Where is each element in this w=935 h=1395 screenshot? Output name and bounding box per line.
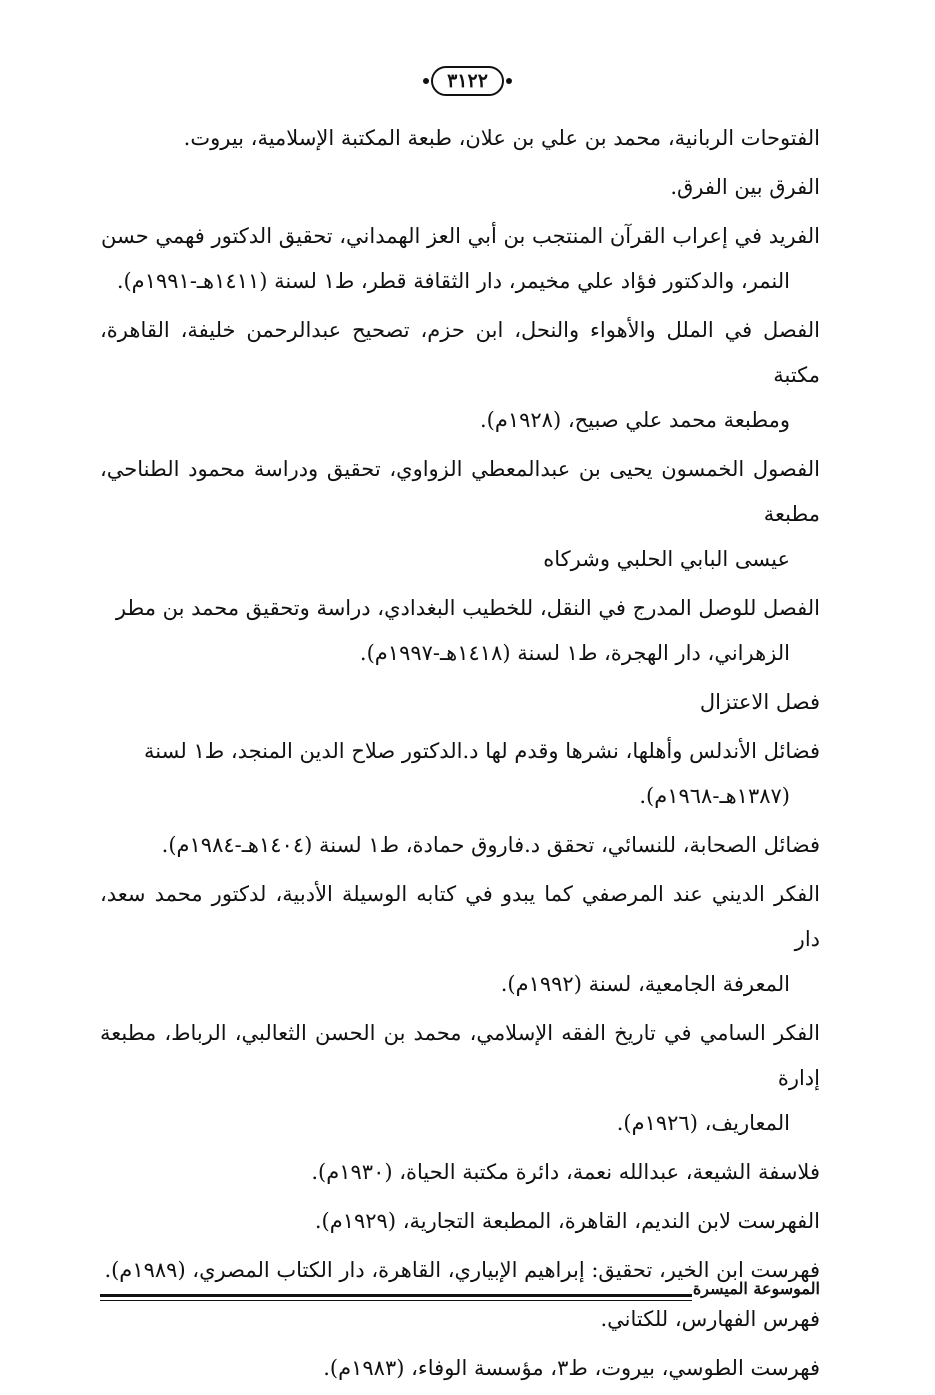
- entry-first-line: الفريد في إعراب القرآن المنتجب بن أبي العز الهمداني، تحقيق الدكتور فهمي حسن: [101, 224, 820, 248]
- bibliography-entry: [100, 308, 820, 443]
- entry-first-line: الفكر الديني عند المرصفي كما يبدو في كتابه الوسيلة الأدبية، لدكتور محمد سعد، دار: [100, 882, 820, 951]
- page-footer: [100, 1278, 820, 1302]
- bibliography-entry: [100, 1297, 820, 1342]
- bibliography-entry: [100, 1011, 820, 1146]
- bibliography-entry: [100, 729, 820, 819]
- entry-first-line: فضائل الصحابة، للنسائي، تحقق د.فاروق حمادة، ط١ لسنة (١٤٠٤هـ-١٩٨٤م).: [161, 833, 820, 857]
- bibliography-entry: [100, 872, 820, 1007]
- bibliography-entry: [100, 1346, 820, 1391]
- entry-continuation-line: المعاريف، (١٩٢٦م).: [616, 1111, 790, 1135]
- entry-first-line: الفكر السامي في تاريخ الفقه الإسلامي، محمد بن الحسن الثعالبي، الرباط، مطبعة إدارة: [100, 1021, 820, 1090]
- entry-first-line: الفرق بين الفرق.: [670, 175, 820, 199]
- bibliography-entry: [100, 165, 820, 210]
- page-number-frame: [0, 66, 935, 96]
- entry-first-line: فهرس الفهارس، للكتاني.: [600, 1307, 820, 1331]
- bibliography-entry: [100, 680, 820, 725]
- bibliography-list: [100, 116, 820, 1395]
- entry-first-line: فصل الاعتزال: [699, 690, 820, 714]
- entry-first-line: فهرست ابن الخير، تحقيق: إبراهيم الإبياري، القاهرة، دار الكتاب المصري، (١٩٨٩م).: [104, 1258, 820, 1282]
- bibliography-entry: [100, 823, 820, 868]
- entry-continuation-line: الزهراني، دار الهجرة، ط١ لسنة (١٤١٨هـ-١٩٩٧م).: [359, 641, 790, 665]
- bibliography-entry: [100, 116, 820, 161]
- entry-continuation-line: (١٣٨٧هـ-١٩٦٨م).: [639, 784, 790, 808]
- bibliography-entry: [100, 214, 820, 304]
- entry-first-line: فهرست الطوسي، بيروت، ط٣، مؤسسة الوفاء، (١٩٨٣م).: [323, 1356, 820, 1380]
- bibliography-entry: [100, 1199, 820, 1244]
- entry-first-line: الفصول الخمسون يحيى بن عبدالمعطي الزواوي، تحقيق ودراسة محمود الطناحي، مطبعة: [100, 457, 820, 526]
- entry-first-line: الفصل للوصل المدرج في النقل، للخطيب البغدادي، دراسة وتحقيق محمد بن مطر: [115, 596, 820, 620]
- entry-continuation-line: ومطبعة محمد علي صبيح، (١٩٢٨م).: [479, 408, 790, 432]
- bibliography-entry: [100, 447, 820, 582]
- entry-first-line: الفصل في الملل والأهواء والنحل، ابن حزم، تصحيح عبدالرحمن خليفة، القاهرة، مكتبة: [100, 318, 820, 387]
- entry-first-line: الفتوحات الربانية، محمد بن علي بن علان، طبعة المكتبة الإسلامية، بيروت.: [183, 126, 820, 150]
- entry-continuation-line: المعرفة الجامعية، لسنة (١٩٩٢م).: [500, 972, 790, 996]
- footer-rule-thin: [100, 1300, 692, 1301]
- bibliography-entry: [100, 586, 820, 676]
- entry-first-line: فضائل الأندلس وأهلها، نشرها وقدم لها د.الدكتور صلاح الدين المنجد، ط١ لسنة: [144, 739, 820, 763]
- footer-rule: [100, 1294, 692, 1297]
- entry-continuation-line: النمر، والدكتور فؤاد علي مخيمر، دار الثقافة قطر، ط١ لسنة (١٤١١هـ-١٩٩١م).: [116, 269, 790, 293]
- footer-label: الموسوعة الميسرة: [692, 1279, 820, 1298]
- page-number: ٣١٢٢: [431, 66, 504, 96]
- bibliography-entry: [100, 1150, 820, 1195]
- entry-continuation-line: عيسى البابي الحلبي وشركاه: [543, 547, 790, 571]
- entry-first-line: الفهرست لابن النديم، القاهرة، المطبعة التجارية، (١٩٢٩م).: [314, 1209, 820, 1233]
- entry-first-line: فلاسفة الشيعة، عبدالله نعمة، دائرة مكتبة الحياة، (١٩٣٠م).: [311, 1160, 820, 1184]
